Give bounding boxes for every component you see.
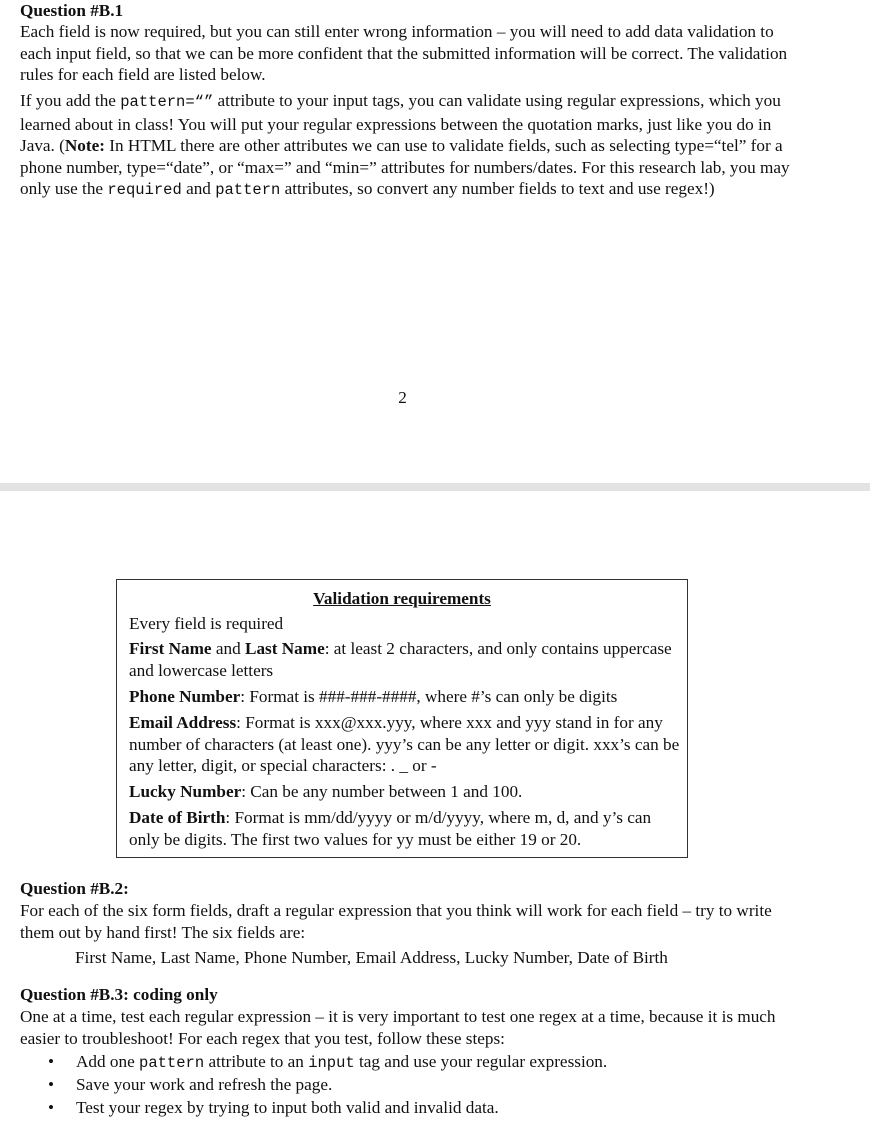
note-label: Note: <box>64 136 105 155</box>
req-lucky-number: Lucky Number: Can be any number between 1 and 100. <box>129 782 523 801</box>
validation-requirements-box <box>116 579 688 858</box>
question-b2-fields: First Name, Last Name, Phone Number, Email Address, Lucky Number, Date of Birth <box>75 948 668 967</box>
code-required: required <box>107 181 182 199</box>
step-item-3: • Test your regex by trying to input both valid and invalid data. <box>20 1097 607 1120</box>
question-b1-paragraph-1: Each field is now required, but you can still enter wrong information – you will need to add data validation to each input field, so that we can be more confident that the submitted information will be correct. The validation rules for each field are listed below. <box>20 22 788 84</box>
step-item-2: • Save your work and refresh the page. <box>20 1074 607 1097</box>
page-number: 2 <box>398 388 407 407</box>
document-page-2 <box>0 491 870 1128</box>
req-every-field: Every field is required <box>129 614 284 633</box>
question-b2-text: For each of the six form fields, draft a regular expression that you think will work for each field – try to write them out by hand first! The six fields are: <box>20 901 772 942</box>
req-email: Email Address: Format is xxx@xxx.yyy, where xxx and yyy stand in for any number of characters (at least one). yyy’s can be any letter or digit. xxx’s can be any letter, digit, or special characters: . _ or - <box>129 713 680 775</box>
req-names: First Name and Last Name: at least 2 characters, and only contains uppercase and lowercase letters <box>129 639 672 680</box>
req-phone: Phone Number: Format is ###-###-####, where #’s can only be digits <box>129 687 618 706</box>
question-b1-paragraph-2: If you add the pattern=“” attribute to your input tags, you can validate using regular expressions, which you learned about in class! You will put your regular expressions between the quotation marks, just like you do in Java. (Note: In HTML there are other attributes we can use to validate fields, such as selecting type=“tel” for a phone number, type=“date”, or “max=” and “min=” attributes for numbers/dates. For this research lab, you may only use the required and pattern attributes, so convert any number fields to text and use regex!) <box>20 91 790 199</box>
code-pattern: pattern <box>215 181 281 199</box>
validation-requirements-title: Validation requirements <box>313 589 491 608</box>
question-b2-title: Question #B.2: <box>20 879 129 898</box>
req-date-of-birth: Date of Birth: Format is mm/dd/yyyy or m/d/yyyy, where m, d, and y’s can only be digits. The first two values for yy must be either 19 or 20. <box>129 808 652 849</box>
document-page-1 <box>0 0 870 483</box>
code-pattern-attr: pattern=“” <box>120 93 214 111</box>
question-b3-steps <box>20 1051 607 1120</box>
question-b3-text: One at a time, test each regular expression – it is very important to test one regex at a time, because it is much easier to troubleshoot! For each regex that you test, follow these steps: <box>20 1007 776 1048</box>
step-item-1: • Add one pattern attribute to an input tag and use your regular expression. <box>20 1051 607 1074</box>
code-input: input <box>308 1054 355 1072</box>
question-b3-title: Question #B.3: coding only <box>20 985 218 1004</box>
page-separator <box>0 483 870 491</box>
code-pattern: pattern <box>139 1054 205 1072</box>
question-b1-title: Question #B.1 <box>20 1 124 20</box>
